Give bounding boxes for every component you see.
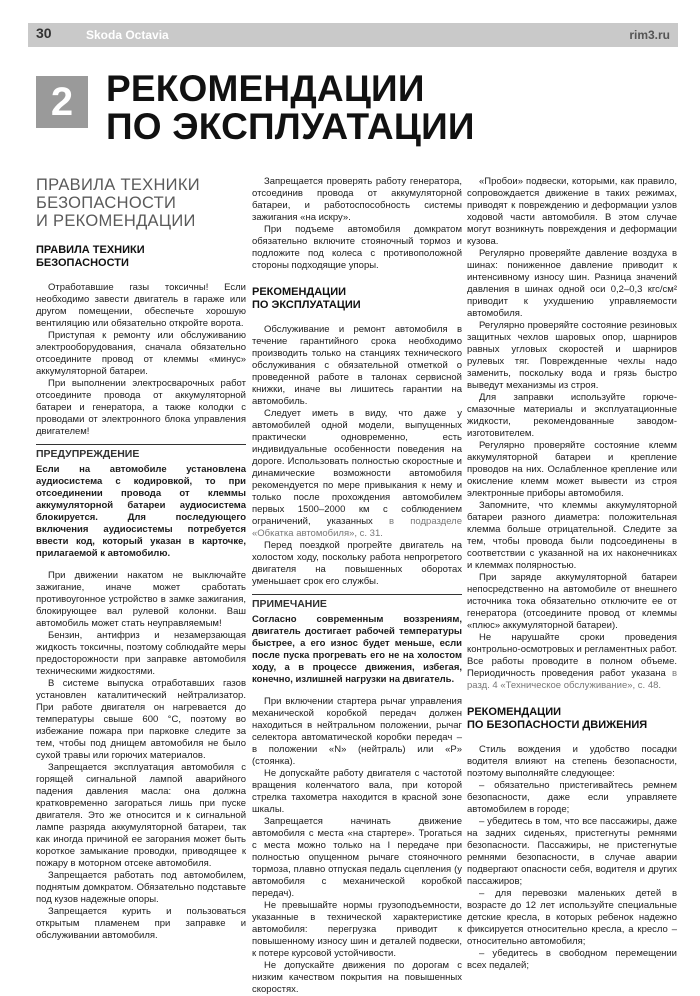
list-item: – для перевозки маленьких детей в возрасте до 12 лет используйте специальные детские кресла, в которых ребенок надежно фиксируется относительно кресла, а кресло – относительно автомобиля; (467, 888, 677, 947)
paragraph: Не нарушайте сроки проведения контрольно-осмотровых и регламентных работ. Все работы проводите в полном объеме. Периодичность проведения работ указана в разд. 4 «Техническое обслуживание», с. 48. (467, 632, 678, 691)
book-title: Skoda Octavia (86, 28, 169, 42)
chapter-title-line: РЕКОМЕНДАЦИИ (106, 68, 425, 109)
list-item: – обязательно пристегивайтесь ремнем безопасности, даже если управляете автомобилем в городе; (467, 780, 677, 815)
paragraph: Не допускайте работу двигателя с частотой вращения коленчатого вала, при которой стрелка тахометра находится в красной зоне шкалы. (252, 768, 462, 815)
chapter-number-badge: 2 (36, 76, 88, 128)
section-title: ПРАВИЛА ТЕХНИКИ БЕЗОПАСНОСТИ И РЕКОМЕНДАЦИИ (36, 176, 200, 230)
paragraph: Не превышайте нормы грузоподъемности, указанные в технической характеристике автомобиля: перегрузка приводит к повышенному износу шин и деталей подвески, к потере курсовой устойчивости. (252, 900, 462, 959)
paragraph: Регулярно проверяйте состояние резиновых защитных чехлов шаровых опор, шарниров равных угловых скоростей и шарниров рулевых тяг. Поврежденные чехлы надо заменить, поскольку вода и грязь быстро выведут механизмы из строя. (467, 320, 677, 391)
column-1 (36, 176, 246, 942)
chapter-title-line: ПО ЭКСПЛУАТАЦИИ (106, 106, 475, 147)
paragraph: Запрещается проверять работу генератора, отсоединив провода от аккумуляторной батареи, и работоспособность системы зажигания «на искру». (252, 176, 462, 223)
paragraph: Стиль вождения и удобство посадки водителя влияют на степень безопасности, поэтому выполняйте следующее: (467, 744, 677, 779)
paragraph: Обслуживание и ремонт автомобиля в течение гарантийного срока необходимо производить только на станциях технического обслуживания с обязательной отметкой о проведенной работе в талонах сервисной книжки, иначе вы лишитесь гарантии на автомобиль. (252, 324, 462, 407)
paragraph: Запрещается курить и пользоваться открытым пламенем при заправке и обслуживании автомобиля. (36, 906, 246, 941)
section-title: РЕКОМЕНДАЦИИ ПО ЭКСПЛУАТАЦИИ (252, 286, 361, 311)
chapter-title (106, 70, 475, 146)
site-name: rim3.ru (629, 28, 670, 42)
paragraph: Отработавшие газы токсичны! Если необходимо завести двигатель в гараже или другом помещении, обеспечьте хорошую вентиляцию или обязательно откройте ворота. (36, 282, 246, 329)
paragraph: В системе выпуска отработавших газов установлен каталитический нейтрализатор. При работе двигателя он нагревается до температуры свыше 600 °С, поэтому во избежание пожара при парковке следите за тем, чтобы под днищем автомобиля не было сухой травы или горючих материалов. (36, 678, 246, 761)
cross-reference: в подразделе «Обкатка автомобиля», с. 31. (252, 516, 462, 539)
paragraph: Запомните, что клеммы аккумуляторной батареи разного диаметра: положительная клемма больше отрицательной. Следите за тем, чтобы провода были подсоединены в соответствии с указанной на их наконечниках и клеммах полярностью. (467, 500, 677, 571)
paragraph: Запрещается начинать движение автомобиля с места «на стартере». Трогаться с места можно только на I передаче при полностью опущенном рычаге стояночного тормоза, плавно отпуская педаль сцепления (у автомобиля с механической коробкой передач). (252, 816, 462, 899)
subsection-title: ПРАВИЛА ТЕХНИКИ БЕЗОПАСНОСТИ (36, 244, 145, 269)
cross-reference: в разд. 4 «Техническое обслуживание», с. 48. (467, 668, 678, 691)
paragraph: При выполнении электросварочных работ отсоедините провода от аккумуляторной батареи и генератора, а также колодки с проводами от электронного блока управления двигателем! (36, 378, 246, 437)
list-item: – убедитесь в том, что все пассажиры, даже на задних сиденьях, пристегнуты ремнями безопасности. Пассажиры, не пристегнутые ремнями безопасности, в случае аварии подвергают опасности себя, водителя и других пассажиров; (467, 816, 677, 887)
paragraph: Следует иметь в виду, что даже у автомобилей одной модели, выпущенных практически одновременно, есть индивидуальные особенности поведения на дороге. Использовать полностью скоростные и динамические возможности автомобиля рекомендуется по мере привыкания к нему и только после прохождения автомобилем первых 1500–2000 км с соблюдением ограничений, указанных в подразделе «Обкатка автомобиля», с. 31. (252, 408, 462, 539)
paragraph: Запрещается эксплуатация автомобиля с горящей сигнальной лампой аварийного падения давления масла: она должна кратковременно загораться лишь при пуске двигателя. Это же относится и к сигнальной лампе разряда аккумуляторной батареи, так как иногда причиной ее загорания может быть короткое замыкание проводки, приводящее к пожару в моторном отсеке автомобиля. (36, 762, 246, 869)
column-3 (467, 176, 677, 972)
warning-text: Если на автомобиле установлена аудиосистема с кодировкой, то при отсоединении провода от клеммы аккумуляторной батареи аудиосистема блокируется. Для последующего включения аудиосистемы потребуется ввести код, который указан в карточке, прилагаемой к автомобилю. (36, 464, 246, 559)
section-title: РЕКОМЕНДАЦИИ ПО БЕЗОПАСНОСТИ ДВИЖЕНИЯ (467, 706, 648, 731)
paragraph: При включении стартера рычаг управления механической коробкой передач должен находиться в нейтральном положении, рычаг селектора автоматической коробки передач – в положении «N» (нейтраль) или «P» (стоянка). (252, 696, 462, 767)
paragraph: Приступая к ремонту или обслуживанию электрооборудования, сначала обязательно отсоедините провод от клеммы «минус» аккумуляторной батареи. (36, 330, 246, 377)
warning-title: ПРЕДУПРЕЖДЕНИЕ (36, 444, 246, 462)
note-title: ПРИМЕЧАНИЕ (252, 594, 462, 612)
paragraph: Перед поездкой прогрейте двигатель на холостом ходу, поскольку работа непрогретого двигателя на повышенных оборотах уменьшает срок его службы. (252, 540, 462, 587)
paragraph: Не допускайте движения по дорогам с низким качеством покрытия на повышенных скоростях. (252, 960, 462, 995)
paragraph: При движении накатом не выключайте зажигание, иначе может сработать противоугонное устройство в замке зажигания, блокирующее вал рулевой колонки. Ваш автомобиль может стать неуправляемым! (36, 570, 246, 629)
paragraph: «Пробои» подвески, которыми, как правило, сопровождается движение в таких режимах, приводят к повреждению и деформации узлов ходовой части автомобиля. В этом случае могут возникнуть повреждения и деформации кузова. (467, 176, 677, 247)
paragraph: Бензин, антифриз и незамерзающая жидкость токсичны, поэтому соблюдайте меры предосторожности при заправке автомобиля техническими жидкостями. (36, 630, 246, 677)
note-text: Согласно современным воззрениям, двигатель достигает рабочей температуры быстрее, а его износ будет меньше, если после пуска прогревать его не на холостом ходу, а в процессе движения, избегая, конечно, излишней нагрузки на двигатель. (252, 614, 462, 685)
paragraph: При подъеме автомобиля домкратом обязательно включите стояночный тормоз и подложите под колеса с противоположной стороны подходящие упоры. (252, 224, 462, 271)
paragraph: Запрещается работать под автомобилем, поднятым домкратом. Обязательно подставьте под кузов надежные опоры. (36, 870, 246, 905)
paragraph: Регулярно проверяйте давление воздуха в шинах: пониженное давление приводит к интенсивному износу шин. Разница значений давления в шинах одной оси 0,2–0,3 кгс/см² приводит к ухудшению управляемости автомобиля. (467, 248, 677, 319)
list-item: – убедитесь в свободном перемещении всех педалей; (467, 948, 677, 971)
page-number: 30 (36, 25, 52, 41)
paragraph: Регулярно проверяйте состояние клемм аккумуляторной батареи и крепление проводов на них. Ослабленное крепление или окисление клемм может вывести из строя электронные приборы автомобиля. (467, 440, 677, 499)
column-2 (252, 176, 462, 996)
paragraph: При заряде аккумуляторной батареи непосредственно на автомобиле от внешнего источника тока обязательно отключите ее от генератора (отсоедините провод от клеммы «плюс» аккумуляторной батареи). (467, 572, 677, 631)
paragraph: Для заправки используйте горюче-смазочные материалы и эксплуатационные жидкости, рекомендованные заводом-изготовителем. (467, 392, 677, 439)
